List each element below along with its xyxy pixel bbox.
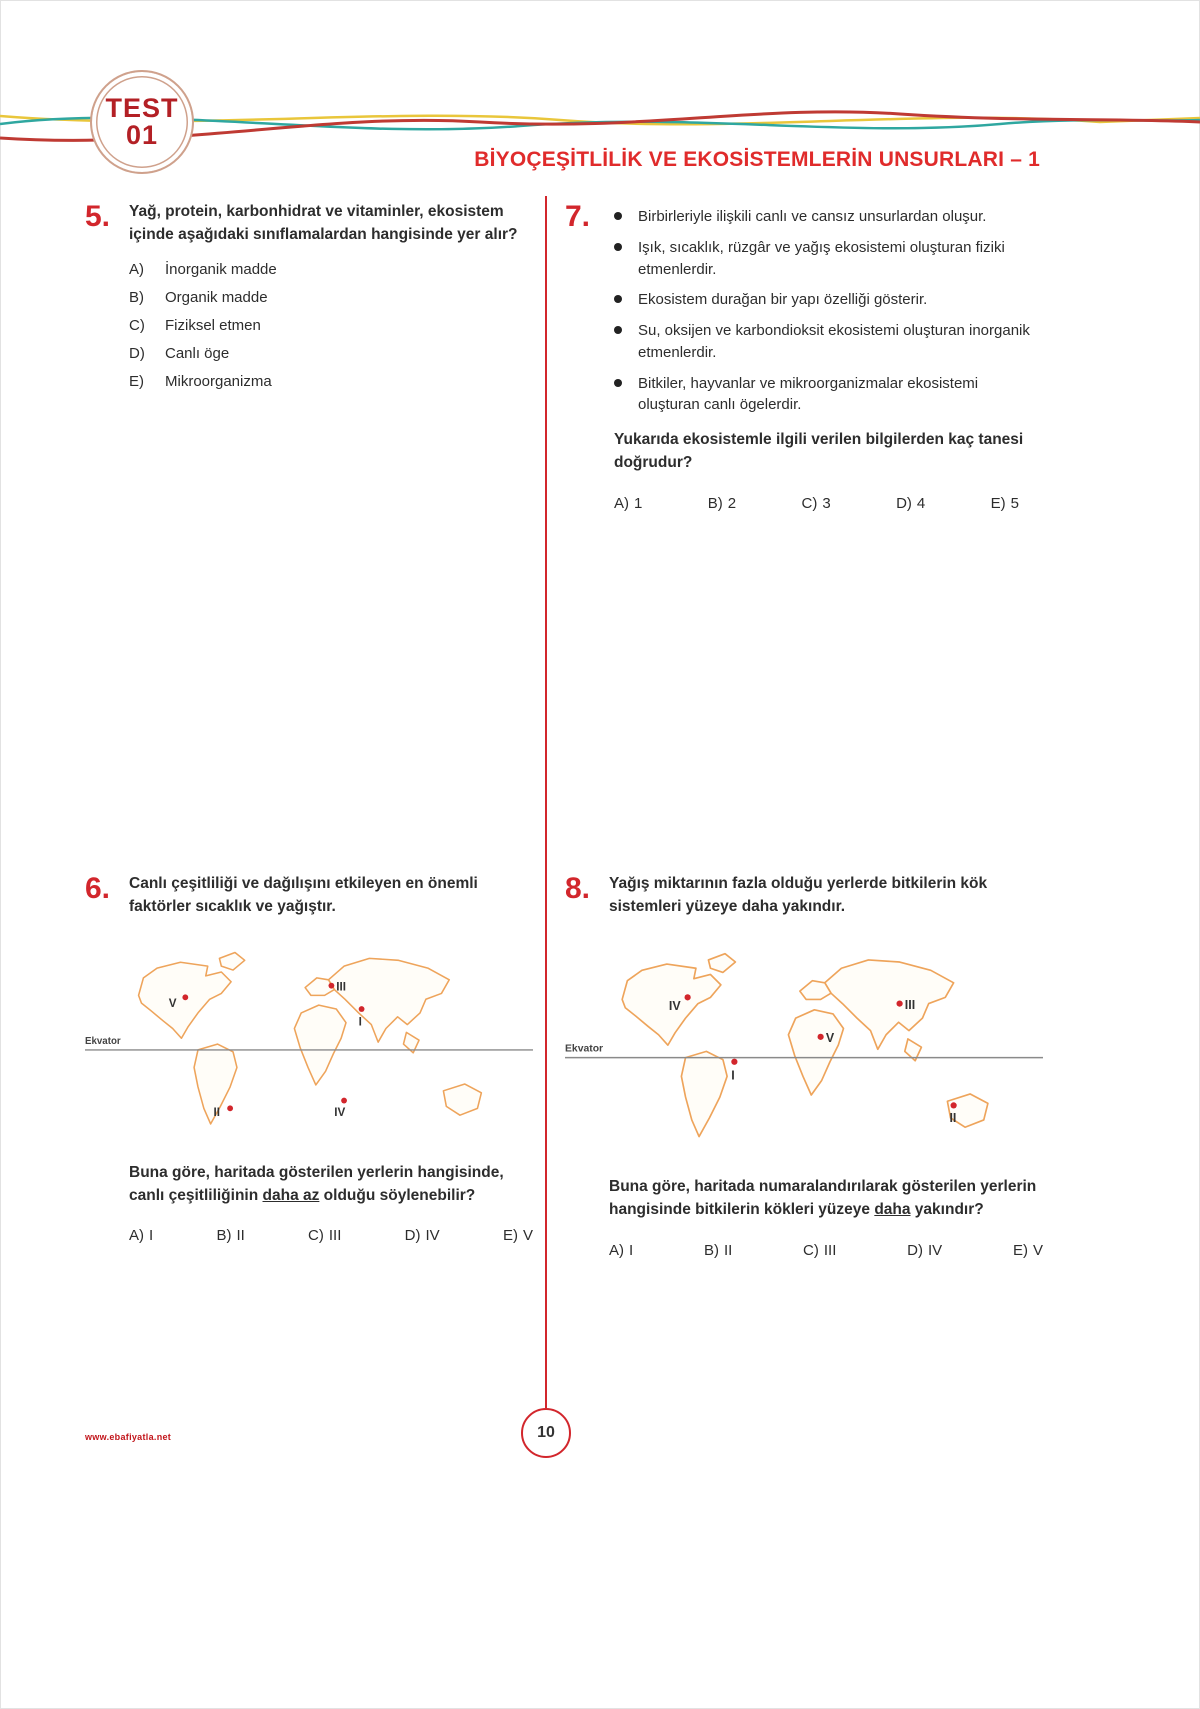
question-6-map: [85, 935, 533, 1149]
bullet-icon: [614, 326, 622, 334]
option-text: III: [328, 1227, 342, 1245]
option-text: 3: [822, 494, 831, 512]
map-marker-v: V: [825, 1030, 835, 1045]
map-marker-iv: IV: [668, 998, 681, 1013]
option-text: III: [823, 1241, 837, 1259]
option-text: IV: [425, 1227, 440, 1245]
marker-dot-iii: [328, 982, 334, 988]
marker-dot-i: [731, 1058, 737, 1064]
question-8: [565, 872, 1043, 1259]
map-marker-iii: III: [336, 980, 347, 994]
equator-label: Ekvator: [85, 1035, 121, 1047]
equator-label: Ekvator: [565, 1042, 604, 1054]
option-a[interactable]: [609, 1242, 633, 1259]
option-e[interactable]: [503, 1227, 533, 1244]
option-c[interactable]: [802, 495, 831, 512]
marker-dot-i: [359, 1006, 365, 1012]
marker-dot-v: [182, 994, 188, 1000]
bullet-text: Su, oksijen ve karbondioksit ekosistemi oluşturan inorganik etmenlerdir.: [638, 322, 1030, 361]
option-e[interactable]: [991, 495, 1019, 512]
page-title: BİYOÇEŞİTLİLİK VE EKOSİSTEMLERİN UNSURLARI – 1: [474, 148, 1040, 171]
world-map: [565, 935, 1043, 1164]
map-marker-iv: IV: [334, 1105, 346, 1119]
option-c[interactable]: [803, 1242, 836, 1259]
map-marker-iii: III: [904, 997, 916, 1012]
stem-text: olduğu söylenebilir?: [319, 1187, 476, 1204]
option-e[interactable]: [129, 373, 530, 390]
option-text: Organik madde: [165, 288, 268, 306]
option-text: V: [1032, 1241, 1043, 1259]
option-text: 1: [634, 494, 643, 512]
question-6-options: [129, 1227, 533, 1244]
option-label: D): [404, 1227, 421, 1245]
stem-underlined: daha: [874, 1201, 911, 1219]
option-text: I: [629, 1241, 634, 1259]
option-label: B): [129, 288, 144, 306]
option-label: D): [896, 494, 912, 512]
bullet-icon: [614, 379, 622, 387]
bullet-item: [614, 320, 1043, 364]
stem-text: Buna göre, haritada numaralandırılarak gösterilen yerlerin hangisinde bitkilerin kökleri yüzeye: [609, 1178, 1037, 1219]
option-text: II: [236, 1227, 245, 1245]
marker-dot-v: [818, 1033, 824, 1039]
option-text: II: [723, 1241, 733, 1259]
question-5-number: 5.: [85, 200, 111, 233]
question-5-text: Yağ, protein, karbonhidrat ve vitaminler, ekosistem içinde aşağıdaki sınıflamalardan hangisinde yer alır?: [129, 203, 518, 244]
question-7-bullets: [614, 206, 1043, 416]
option-c[interactable]: [308, 1227, 341, 1244]
option-text: IV: [927, 1241, 943, 1259]
option-b[interactable]: [704, 1242, 732, 1259]
bullet-text: Işık, sıcaklık, rüzgâr ve yağış ekosistemi oluşturan fiziki etmenlerdir.: [638, 238, 1005, 278]
option-a[interactable]: [129, 261, 530, 278]
question-8-options: [609, 1242, 1043, 1259]
bullet-text: Bitkiler, hayvanlar ve mikroorganizmalar ekosistemi oluşturan canlı ögelerdir.: [638, 374, 979, 414]
option-text: 4: [916, 494, 926, 512]
marker-dot-ii: [227, 1105, 233, 1111]
question-7-stem: Yukarıda ekosistemle ilgili verilen bilgilerden kaç tanesi doğrudur?: [614, 431, 1024, 472]
map-marker-ii: II: [949, 1110, 957, 1125]
option-d[interactable]: [907, 1242, 942, 1259]
question-7: [565, 200, 1043, 512]
world-map: [85, 935, 533, 1149]
marker-dot-ii: [951, 1102, 957, 1108]
option-c[interactable]: [129, 317, 530, 334]
option-label: A): [129, 260, 144, 278]
option-label: E): [990, 494, 1006, 512]
world-map-outline: [622, 953, 988, 1136]
question-8-stem: [609, 1175, 1043, 1222]
option-text: 5: [1010, 494, 1019, 512]
option-label: B): [703, 1241, 719, 1259]
stem-underlined: daha az: [262, 1187, 320, 1204]
question-7-number: 7.: [565, 200, 591, 233]
option-text: Fiziksel etmen: [165, 316, 261, 334]
map-marker-v: V: [168, 996, 177, 1010]
option-label: E): [129, 372, 144, 390]
option-a[interactable]: [614, 495, 642, 512]
option-d[interactable]: [405, 1227, 440, 1244]
test-badge-line2: 01: [125, 120, 159, 150]
bullet-icon: [614, 243, 622, 251]
option-b[interactable]: [216, 1227, 244, 1244]
bullet-item: [614, 237, 1043, 281]
option-e[interactable]: [1013, 1242, 1043, 1259]
test-badge-line1: TEST: [105, 93, 179, 123]
question-5-options: [129, 261, 530, 390]
option-text: V: [522, 1227, 533, 1245]
footer-url: www.ebafiyatla.net: [85, 1432, 172, 1442]
bullet-item: [614, 289, 1043, 311]
option-d[interactable]: [129, 345, 530, 362]
question-6-intro: Canlı çeşitliliği ve dağılışını etkileyen en önemli faktörler sıcaklık ve yağıştır.: [129, 875, 478, 916]
option-label: A): [129, 1227, 144, 1245]
map-marker-i: I: [731, 1067, 735, 1082]
marker-dot-iv: [685, 994, 691, 1000]
bullet-item: [614, 206, 1043, 228]
question-6-stem: [129, 1161, 533, 1208]
option-label: D): [907, 1241, 923, 1259]
map-marker-ii: II: [213, 1105, 221, 1119]
question-8-map: [565, 935, 1043, 1164]
option-text: 2: [727, 494, 737, 512]
question-8-intro: Yağış miktarının fazla olduğu yerlerde bitkilerin kök sistemleri yüzeye daha yakındır.: [609, 875, 988, 916]
bullet-text: Birbirleriyle ilişkili canlı ve cansız unsurlardan oluşur.: [638, 208, 987, 225]
question-8-number: 8.: [565, 872, 591, 905]
stem-text: Buna göre, haritada gösterilen yerlerin hangisinde, canlı çeşitliliğinin: [129, 1163, 504, 1204]
option-b[interactable]: [129, 289, 530, 306]
option-label: B): [216, 1227, 232, 1245]
page-number: 10: [537, 1424, 555, 1441]
option-text: İnorganik madde: [165, 260, 277, 278]
option-label: A): [614, 494, 629, 512]
bullet-text: Ekosistem durağan bir yapı özelliği gösterir.: [638, 291, 928, 309]
bullet-item: [614, 373, 1043, 417]
stem-text: yakındır?: [910, 1201, 984, 1219]
option-a[interactable]: [129, 1227, 153, 1244]
bullet-icon: [614, 295, 622, 303]
option-label: C): [308, 1227, 324, 1245]
option-text: Canlı öge: [165, 344, 230, 362]
marker-dot-iii: [896, 1000, 902, 1006]
option-label: C): [129, 316, 145, 334]
column-divider: [545, 196, 547, 1408]
map-marker-i: I: [358, 1015, 362, 1029]
option-text: I: [149, 1227, 154, 1245]
marker-dot-iv: [341, 1097, 347, 1103]
option-b[interactable]: [708, 495, 736, 512]
question-7-options: [614, 495, 1019, 512]
option-label: D): [129, 344, 145, 362]
test-badge: [90, 70, 194, 174]
option-label: A): [609, 1241, 624, 1259]
world-map-outline: [139, 952, 482, 1123]
page-number-badge: [521, 1408, 571, 1458]
option-label: C): [803, 1241, 819, 1259]
bullet-icon: [614, 212, 622, 220]
option-label: B): [707, 494, 723, 512]
option-text: Mikroorganizma: [165, 372, 272, 390]
question-5: [85, 200, 530, 401]
option-d[interactable]: [896, 495, 925, 512]
question-6-number: 6.: [85, 872, 111, 905]
option-label: E): [502, 1227, 518, 1245]
option-label: C): [801, 494, 818, 512]
option-label: E): [1012, 1241, 1028, 1259]
question-6: [85, 872, 533, 1244]
